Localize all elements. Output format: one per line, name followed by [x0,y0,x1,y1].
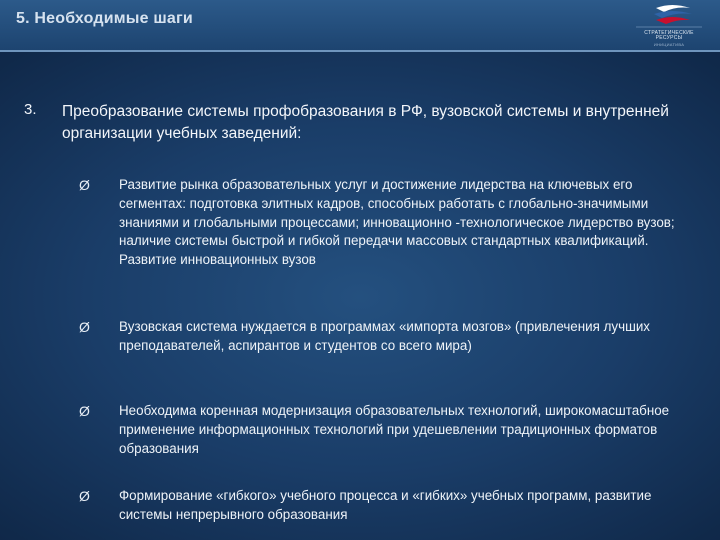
list-item-text: Вузовская система нуждается в программах «импорта мозгов» (привлечения лучших преподавателей, аспирантов и студентов со всего мира) [119,319,650,353]
logo-line-2: РЕСУРСЫ [655,35,683,41]
slide-title: 5. Необходимые шаги [16,10,193,27]
arrow-bullet-icon: Ø [79,319,90,335]
logo-line-3: ИНИЦИАТИВА [653,42,685,47]
arrow-bullet-icon: Ø [79,177,90,193]
list-item-text: Формирование «гибкого» учебного процесса и «гибких» учебных программ, развитие системы непрерывного образования [119,488,652,522]
list-item-text: Развитие рынка образовательных услуг и достижение лидерства на ключевых его сегментах: подготовка элитных кадров, способных работать с глобально-значимыми знаниями и глобальными процессами; инновационно -технологическое лидерство вузов; наличие системы быстрой и гибкой передачи массовых стандартных квалификаций. Развитие инновационных вузов [119,177,675,268]
list-item-text: Необходима коренная модернизация образовательных технологий, широкомасштабное применение информационных технологий при удешевлении традиционных форматов образования [119,403,670,456]
header-bar [0,0,720,50]
brand-logo [626,2,712,48]
section-heading: Преобразование системы профобразования в РФ, вузовской системы и внутренней организации учебных заведений: [62,103,669,142]
arrow-bullet-icon: Ø [79,488,90,504]
header-divider [0,50,720,52]
logo-line-1: СТРАТЕГИЧЕСКИЕ [644,30,694,36]
arrow-bullet-icon: Ø [79,403,90,419]
section-number: 3. [24,101,37,118]
